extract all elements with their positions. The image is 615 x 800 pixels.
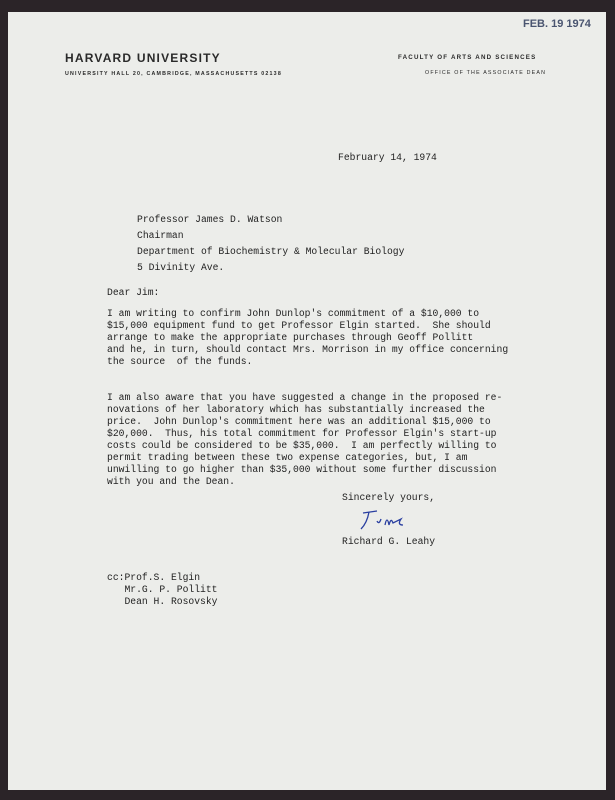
cc-line: cc:Prof.S. Elgin — [107, 572, 201, 583]
recipient-block — [137, 214, 404, 278]
letterhead-address: UNIVERSITY HALL 20, CAMBRIDGE, MASSACHUSETTS 02138 — [65, 71, 282, 77]
received-stamp: FEB. 19 1974 — [523, 18, 591, 30]
cc-list — [107, 572, 217, 608]
text-line: arrange to make the appropriate purchases through Geoff Pollitt — [107, 332, 474, 343]
letterhead-office: OFFICE OF THE ASSOCIATE DEAN — [425, 70, 547, 76]
text-line: $20,000. Thus, his total commitment for Professor Elgin's start-up — [107, 428, 497, 439]
salutation: Dear Jim: — [107, 287, 160, 298]
handwritten-signature — [355, 505, 415, 533]
cc-line: Mr.G. P. Pollitt — [107, 584, 218, 595]
text-line: and he, in turn, should contact Mrs. Morrison in my office concerning — [107, 344, 509, 355]
text-line: $15,000 equipment fund to get Professor Elgin started. She should — [107, 320, 491, 331]
text-line: unwilling to go higher than $35,000 without some further discussion — [107, 464, 497, 475]
cc-line: Dean H. Rosovsky — [107, 596, 218, 607]
signer-name: Richard G. Leahy — [342, 536, 436, 547]
text-line: costs could be considered to be $35,000. I am perfectly willing to — [107, 440, 497, 451]
text-line: permit trading between these two expense categories, but, I am — [107, 452, 468, 463]
text-line: novations of her laboratory which has substantially increased the — [107, 404, 485, 415]
letter-date: February 14, 1974 — [338, 152, 437, 163]
recipient-line: Department of Biochemistry & Molecular Biology — [137, 246, 405, 257]
recipient-line: Chairman — [137, 230, 184, 241]
text-line: with you and the Dean. — [107, 476, 235, 487]
text-line: I am writing to confirm John Dunlop's commitment of a $10,000 to — [107, 308, 480, 319]
paragraph-1 — [107, 308, 508, 368]
letterhead-faculty: FACULTY OF ARTS AND SCIENCES — [398, 54, 537, 61]
text-line: I am also aware that you have suggested a change in the proposed re- — [107, 392, 503, 403]
paragraph-2 — [107, 392, 502, 488]
letterhead-university: HARVARD UNIVERSITY — [65, 51, 221, 65]
recipient-line: 5 Divinity Ave. — [137, 262, 225, 273]
recipient-line: Professor James D. Watson — [137, 214, 283, 225]
text-line: the source of the funds. — [107, 356, 253, 367]
closing: Sincerely yours, — [342, 492, 436, 503]
text-line: price. John Dunlop's commitment here was an additional $15,000 to — [107, 416, 491, 427]
